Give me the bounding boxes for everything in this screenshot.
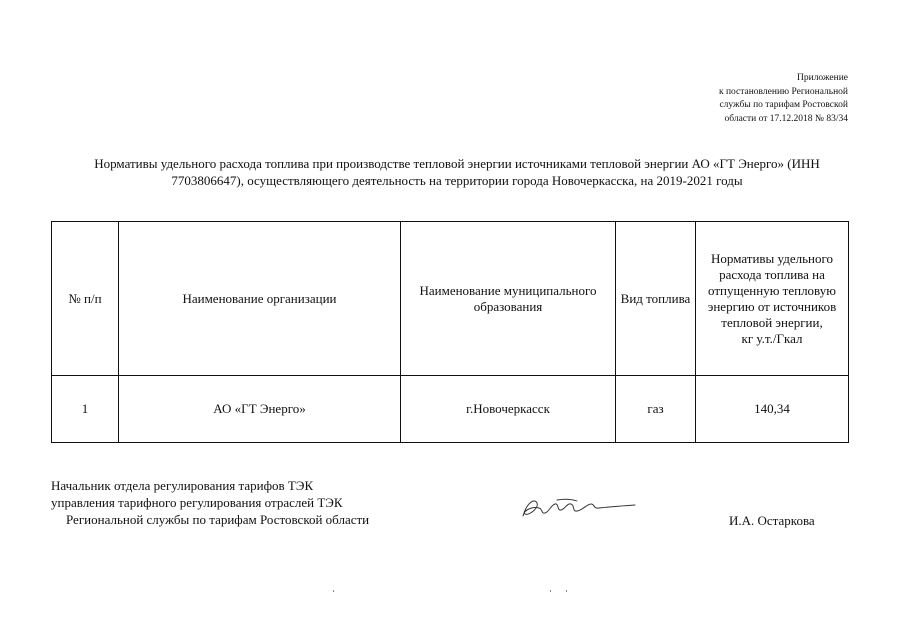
appendix-line: службы по тарифам Ростовской xyxy=(719,100,848,110)
appendix-note xyxy=(719,72,848,126)
scan-speck xyxy=(566,590,567,592)
cell-muni: г.Новочеркасск xyxy=(401,376,616,443)
header-muni xyxy=(401,222,616,376)
position-line: Региональной службы по тарифам Ростовской области xyxy=(66,512,370,527)
header-norm-line: тепловой энергии, xyxy=(721,314,823,330)
cell-fuel: газ xyxy=(616,376,696,443)
cell-num: 1 xyxy=(52,376,119,443)
appendix-line: к постановлению Региональной xyxy=(718,86,848,97)
appendix-line: Приложение xyxy=(797,73,848,83)
table-header-row xyxy=(52,222,849,376)
header-norm xyxy=(696,222,849,376)
header-norm-line: кг у.т./Гкал xyxy=(741,330,803,346)
table-row xyxy=(52,376,849,443)
scan-speck xyxy=(333,590,334,592)
header-org: Наименование организации xyxy=(119,222,401,376)
header-muni-line: Наименование муниципального xyxy=(419,282,597,298)
scan-speck xyxy=(550,590,551,592)
header-norm-line: отпущенную тепловую xyxy=(708,282,836,298)
position-line: Начальник отдела регулирования тарифов ТЭК xyxy=(51,478,314,493)
appendix-line: области от 17.12.2018 № 83/34 xyxy=(724,113,848,124)
signatory-position xyxy=(51,477,369,528)
document-title xyxy=(62,155,852,189)
handwritten-signature xyxy=(517,494,642,522)
header-norm-line: расхода топлива на xyxy=(719,266,825,282)
title-line: 7703806647), осуществляющего деятельность на территории города Новочеркасска, на 2019-2021 годы xyxy=(171,173,743,188)
header-fuel: Вид топлива xyxy=(616,222,696,376)
header-norm-line: Нормативы удельного xyxy=(711,250,833,266)
signer-name: И.А. Остаркова xyxy=(729,513,815,528)
header-num: № п/п xyxy=(52,222,119,376)
header-norm-line: энергию от источников xyxy=(707,298,837,314)
header-muni-line: образования xyxy=(473,298,543,314)
cell-norm: 140,34 xyxy=(696,376,849,443)
position-line: управления тарифного регулирования отраслей ТЭК xyxy=(51,495,343,510)
title-line: Нормативы удельного расхода топлива при производстве тепловой энергии источниками тепловой энергии АО «ГТ Энерго» (ИНН xyxy=(94,156,820,171)
norms-table xyxy=(51,221,849,443)
cell-org: АО «ГТ Энерго» xyxy=(119,376,401,443)
